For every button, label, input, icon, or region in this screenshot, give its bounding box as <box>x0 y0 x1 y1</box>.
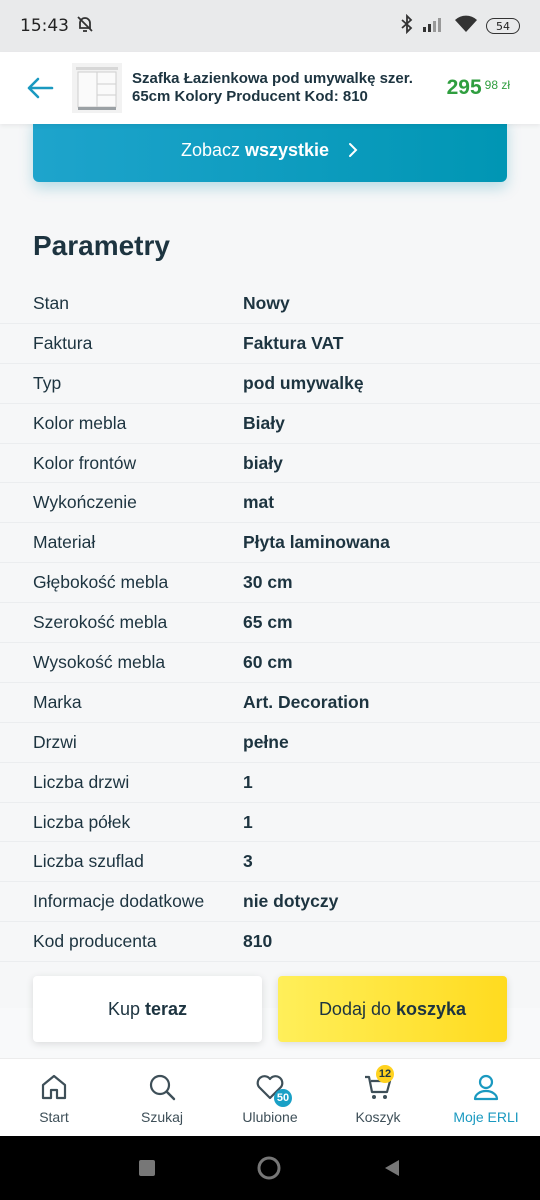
nav-item-my-erli[interactable] <box>432 1059 540 1136</box>
mute-icon <box>75 14 95 39</box>
param-label: Stan <box>33 292 69 313</box>
param-row <box>0 483 540 523</box>
param-value: 65 cm <box>243 612 293 633</box>
heart-icon <box>254 1071 290 1104</box>
add-to-cart-bold: koszyka <box>396 998 467 1019</box>
nav-label: Moje ERLI <box>453 1109 519 1125</box>
param-value: 60 cm <box>243 651 293 672</box>
add-to-cart-prefix: Dodaj do <box>318 998 391 1019</box>
nav-label: Koszyk <box>355 1109 401 1125</box>
param-label: Materiał <box>33 532 96 553</box>
wifi-icon <box>454 15 478 38</box>
arrow-left-icon <box>26 76 54 100</box>
circle-icon <box>256 1155 282 1181</box>
param-row <box>0 842 540 882</box>
param-row <box>0 324 540 364</box>
param-value: pod umywalkę <box>243 372 364 393</box>
param-label: Drzwi <box>33 731 77 752</box>
param-value: 810 <box>243 931 273 952</box>
param-label: Kolor frontów <box>33 452 137 473</box>
param-label: Liczba półek <box>33 811 131 832</box>
param-value: pełne <box>243 731 289 752</box>
nav-item-start[interactable] <box>0 1059 108 1136</box>
product-title: Szafka Łazienkowa pod umywalkę szer. 65cm Kolory Producent Kod: 810 <box>132 70 413 105</box>
param-label: Liczba drzwi <box>33 771 130 792</box>
param-label: Kod producenta <box>33 931 157 952</box>
parameters-table <box>0 284 540 962</box>
param-row <box>0 803 540 843</box>
param-label: Marka <box>33 691 82 712</box>
param-label: Wykończenie <box>33 492 137 513</box>
param-row <box>0 723 540 763</box>
param-label: Kolor mebla <box>33 412 127 433</box>
param-value: nie dotyczy <box>243 891 339 912</box>
see-all-button[interactable] <box>33 118 507 182</box>
nav-item-search[interactable] <box>108 1059 216 1136</box>
param-value: Faktura VAT <box>243 332 344 353</box>
param-value: Nowy <box>243 292 290 313</box>
status-time: 15:43 <box>20 16 69 36</box>
param-row <box>0 683 540 723</box>
param-label: Faktura <box>33 332 93 353</box>
bottom-navigation <box>0 1058 540 1136</box>
cart-badge: 12 <box>376 1065 394 1083</box>
square-icon <box>138 1159 156 1177</box>
param-row <box>0 763 540 803</box>
user-icon <box>470 1071 502 1103</box>
nav-item-cart[interactable] <box>324 1059 432 1136</box>
param-row <box>0 563 540 603</box>
param-row <box>0 523 540 563</box>
search-icon <box>146 1071 178 1103</box>
home-system-button[interactable] <box>256 1155 282 1181</box>
param-row <box>0 643 540 683</box>
param-value: 1 <box>243 811 253 832</box>
param-value: mat <box>243 492 275 513</box>
home-icon <box>38 1071 70 1103</box>
chevron-right-icon <box>347 141 359 159</box>
param-label: Wysokość mebla <box>33 651 166 672</box>
param-value: 30 cm <box>243 572 293 593</box>
param-row <box>0 364 540 404</box>
nav-label: Ulubione <box>242 1109 298 1125</box>
product-price <box>447 76 510 100</box>
add-to-cart-button[interactable] <box>278 976 507 1042</box>
product-thumbnail[interactable] <box>72 63 122 113</box>
recent-apps-button[interactable] <box>138 1159 156 1177</box>
param-row <box>0 284 540 324</box>
parameters-heading: Parametry <box>33 230 170 261</box>
price-fraction: 98 zł <box>484 78 510 92</box>
battery-indicator: 54 <box>486 18 520 34</box>
nav-item-favorites[interactable] <box>216 1059 324 1136</box>
param-row <box>0 404 540 444</box>
bluetooth-icon <box>400 14 414 39</box>
buy-now-button[interactable] <box>33 976 262 1042</box>
product-header <box>0 52 540 124</box>
price-main: 295 <box>446 76 482 99</box>
param-label: Liczba szuflad <box>33 851 144 872</box>
param-row <box>0 922 540 962</box>
triangle-back-icon <box>382 1158 402 1178</box>
param-value: 1 <box>243 771 253 792</box>
system-navigation <box>0 1136 540 1200</box>
param-value: Art. Decoration <box>243 691 370 712</box>
param-row <box>0 603 540 643</box>
see-all-bold: wszystkie <box>244 139 330 160</box>
back-system-button[interactable] <box>382 1158 402 1178</box>
param-value: biały <box>243 452 283 473</box>
back-button[interactable] <box>18 66 62 110</box>
nav-label: Szukaj <box>140 1109 184 1125</box>
param-label: Typ <box>33 372 62 393</box>
param-value: 3 <box>243 851 253 872</box>
param-label: Głębokość mebla <box>33 572 169 593</box>
param-value: Płyta laminowana <box>243 532 390 553</box>
signal-icon <box>422 15 446 38</box>
see-all-prefix: Zobacz <box>180 139 240 160</box>
favorites-badge: 50 <box>274 1089 292 1107</box>
param-value: Biały <box>243 412 285 433</box>
buy-now-bold: teraz <box>145 998 188 1019</box>
param-row <box>0 444 540 484</box>
buy-now-prefix: Kup <box>107 998 140 1019</box>
cart-icon <box>362 1068 394 1103</box>
status-bar <box>0 0 540 52</box>
param-label: Szerokość mebla <box>33 612 168 633</box>
param-label: Informacje dodatkowe <box>33 891 205 912</box>
param-row <box>0 882 540 922</box>
nav-label: Start <box>39 1109 69 1125</box>
